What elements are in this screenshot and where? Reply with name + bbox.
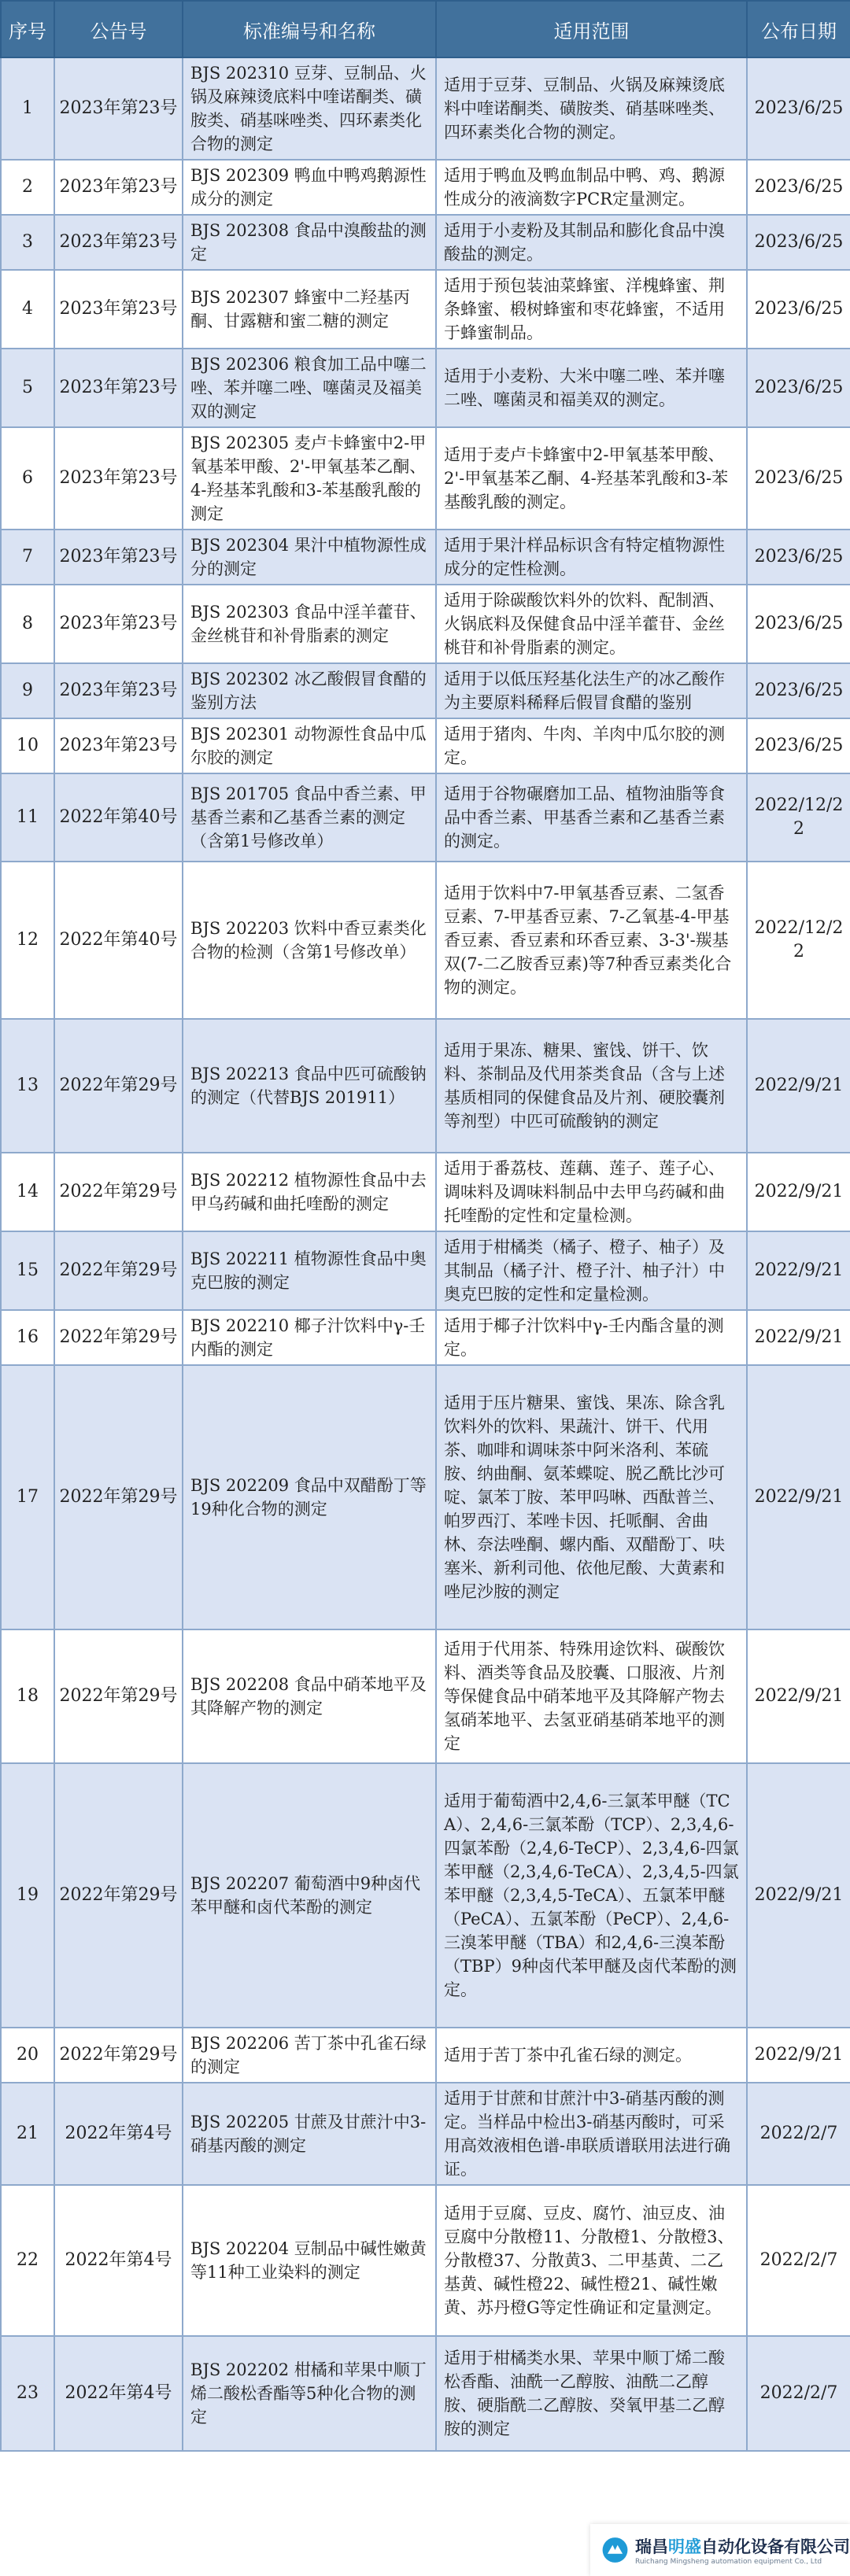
- row-publish-date: 2022/2/7: [747, 2336, 850, 2451]
- table-row: [1, 349, 850, 427]
- row-serial-number: 10: [1, 718, 54, 773]
- row-publish-date: 2022/9/21: [747, 1763, 850, 2028]
- row-publish-date: 2023/6/25: [747, 57, 850, 160]
- row-standard-name: BJS 202204 豆制品中碱性嫩黄等11种工业染料的测定: [183, 2185, 436, 2336]
- table-row: [1, 585, 850, 663]
- row-serial-number: 9: [1, 663, 54, 718]
- row-standard-name: BJS 202308 食品中溴酸盐的测定: [183, 215, 436, 270]
- row-notice-number: 2023年第23号: [54, 270, 183, 349]
- row-publish-date: 2022/9/21: [747, 1365, 850, 1629]
- row-standard-name: BJS 202213 食品中匹可硫酸钠的测定（代替BJS 201911）: [183, 1019, 436, 1153]
- logo-name-highlight: 明盛: [668, 2537, 701, 2556]
- row-notice-number: 2022年第29号: [54, 1153, 183, 1231]
- row-serial-number: 13: [1, 1019, 54, 1153]
- row-serial-number: 23: [1, 2336, 54, 2451]
- row-notice-number: 2023年第23号: [54, 160, 183, 215]
- row-standard-name: BJS 202303 食品中淫羊藿苷、金丝桃苷和补骨脂素的测定: [183, 585, 436, 663]
- row-scope: 适用于甘蔗和甘蔗汁中3-硝基丙酸的测定。当样品中检出3-硝基丙酸时，可采用高效液相色谱-串联质谱联用法进行确证。: [436, 2083, 747, 2185]
- row-standard-name: BJS 202212 植物源性食品中去甲乌药碱和曲托喹酚的测定: [183, 1153, 436, 1231]
- row-publish-date: 2022/12/22: [747, 773, 850, 862]
- row-publish-date: 2023/6/25: [747, 270, 850, 349]
- row-serial-number: 20: [1, 2028, 54, 2083]
- row-standard-name: BJS 202307 蜂蜜中二羟基丙酮、甘露糖和蜜二糖的测定: [183, 270, 436, 349]
- row-publish-date: 2022/9/21: [747, 1231, 850, 1310]
- row-notice-number: 2023年第23号: [54, 663, 183, 718]
- row-standard-name: BJS 202302 冰乙酸假冒食醋的鉴别方法: [183, 663, 436, 718]
- header-notice-number: 公告号: [54, 1, 183, 57]
- logo-name-part1: 瑞昌: [635, 2537, 668, 2556]
- row-publish-date: 2022/9/21: [747, 1153, 850, 1231]
- row-scope: 适用于代用茶、特殊用途饮料、碳酸饮料、酒类等食品及胶囊、口服液、片剂等保健食品中硝苯地平及其降解产物去氢硝苯地平、去氢亚硝基硝苯地平的测定: [436, 1629, 747, 1763]
- row-notice-number: 2022年第29号: [54, 1763, 183, 2028]
- row-standard-name: BJS 202304 果汁中植物源性成分的测定: [183, 530, 436, 585]
- row-serial-number: 7: [1, 530, 54, 585]
- table-row: [1, 1310, 850, 1365]
- table-row: [1, 160, 850, 215]
- row-scope: 适用于谷物碾磨加工品、植物油脂等食品中香兰素、甲基香兰素和乙基香兰素的测定。: [436, 773, 747, 862]
- table-row: [1, 862, 850, 1019]
- row-scope: 适用于预包装油菜蜂蜜、洋槐蜂蜜、荆条蜂蜜、椴树蜂蜜和枣花蜂蜜，不适用于蜂蜜制品。: [436, 270, 747, 349]
- table-row: [1, 1231, 850, 1310]
- row-publish-date: 2023/6/25: [747, 585, 850, 663]
- row-serial-number: 15: [1, 1231, 54, 1310]
- logo-name-part2: 自动化设备有限公司: [701, 2537, 850, 2556]
- row-notice-number: 2023年第23号: [54, 530, 183, 585]
- table-row: [1, 530, 850, 585]
- row-publish-date: 2022/9/21: [747, 1019, 850, 1153]
- row-scope: 适用于除碳酸饮料外的饮料、配制酒、火锅底料及保健食品中淫羊藿苷、金丝桃苷和补骨脂素的测定。: [436, 585, 747, 663]
- row-scope: 适用于小麦粉及其制品和膨化食品中溴酸盐的测定。: [436, 215, 747, 270]
- row-standard-name: BJS 202205 甘蔗及甘蔗汁中3-硝基丙酸的测定: [183, 2083, 436, 2185]
- row-standard-name: BJS 202207 葡萄酒中9种卤代苯甲醚和卤代苯酚的测定: [183, 1763, 436, 2028]
- row-scope: 适用于豆芽、豆制品、火锅及麻辣烫底料中喹诺酮类、磺胺类、硝基咪唑类、四环素类化合物的测定。: [436, 57, 747, 160]
- row-notice-number: 2022年第4号: [54, 2083, 183, 2185]
- row-notice-number: 2023年第23号: [54, 427, 183, 530]
- row-notice-number: 2022年第40号: [54, 862, 183, 1019]
- row-standard-name: BJS 202210 椰子汁饮料中γ-壬内酯的测定: [183, 1310, 436, 1365]
- row-publish-date: 2023/6/25: [747, 663, 850, 718]
- row-scope: 适用于小麦粉、大米中噻二唑、苯并噻二唑、噻菌灵和福美双的测定。: [436, 349, 747, 427]
- row-publish-date: 2022/2/7: [747, 2185, 850, 2336]
- row-scope: 适用于以低压羟基化法生产的冰乙酸作为主要原料稀释后假冒食醋的鉴别: [436, 663, 747, 718]
- row-publish-date: 2023/6/25: [747, 349, 850, 427]
- row-notice-number: 2022年第29号: [54, 1231, 183, 1310]
- table-row: [1, 718, 850, 773]
- row-serial-number: 21: [1, 2083, 54, 2185]
- row-serial-number: 4: [1, 270, 54, 349]
- row-notice-number: 2022年第29号: [54, 1365, 183, 1629]
- table-row: [1, 1629, 850, 1763]
- table-row: [1, 1153, 850, 1231]
- row-scope: 适用于椰子汁饮料中γ-壬内酯含量的测定。: [436, 1310, 747, 1365]
- header-standard-name: 标准编号和名称: [183, 1, 436, 57]
- header-scope: 适用范围: [436, 1, 747, 57]
- row-publish-date: 2023/6/25: [747, 427, 850, 530]
- row-scope: 适用于豆腐、豆皮、腐竹、油豆皮、油豆腐中分散橙11、分散橙1、分散橙3、分散橙37、分散黄3、二甲基黄、二乙基黄、碱性橙22、碱性橙21、碱性嫩黄、苏丹橙G等定性确证和定量测定。: [436, 2185, 747, 2336]
- row-standard-name: BJS 202203 饮料中香豆素类化合物的检测（含第1号修改单）: [183, 862, 436, 1019]
- row-publish-date: 2023/6/25: [747, 718, 850, 773]
- row-scope: 适用于果汁样品标识含有特定植物源性成分的定性检测。: [436, 530, 747, 585]
- row-notice-number: 2023年第23号: [54, 349, 183, 427]
- row-scope: 适用于果冻、糖果、蜜饯、饼干、饮料、茶制品及代用茶类食品（含与上述基质相同的保健食品及片剂、硬胶囊剂等剂型）中匹可硫酸钠的测定: [436, 1019, 747, 1153]
- row-publish-date: 2022/9/21: [747, 1310, 850, 1365]
- table-row: [1, 773, 850, 862]
- row-publish-date: 2022/9/21: [747, 2028, 850, 2083]
- row-serial-number: 11: [1, 773, 54, 862]
- row-notice-number: 2023年第23号: [54, 585, 183, 663]
- row-standard-name: BJS 202209 食品中双醋酚丁等19种化合物的测定: [183, 1365, 436, 1629]
- row-standard-name: BJS 201705 食品中香兰素、甲基香兰素和乙基香兰素的测定（含第1号修改单）: [183, 773, 436, 862]
- row-serial-number: 5: [1, 349, 54, 427]
- table-row: [1, 57, 850, 160]
- row-publish-date: 2023/6/25: [747, 215, 850, 270]
- row-serial-number: 3: [1, 215, 54, 270]
- row-serial-number: 18: [1, 1629, 54, 1763]
- row-notice-number: 2022年第4号: [54, 2336, 183, 2451]
- row-serial-number: 22: [1, 2185, 54, 2336]
- row-serial-number: 17: [1, 1365, 54, 1629]
- row-scope: 适用于番荔枝、莲藕、莲子、莲子心、调味料及调味料制品中去甲乌药碱和曲托喹酚的定性和定量检测。: [436, 1153, 747, 1231]
- row-notice-number: 2023年第23号: [54, 215, 183, 270]
- row-serial-number: 2: [1, 160, 54, 215]
- row-serial-number: 1: [1, 57, 54, 160]
- row-serial-number: 16: [1, 1310, 54, 1365]
- header-serial-number: 序号: [1, 1, 54, 57]
- table-row: [1, 2185, 850, 2336]
- row-notice-number: 2023年第23号: [54, 57, 183, 160]
- row-publish-date: 2023/6/25: [747, 160, 850, 215]
- table-body: [1, 57, 850, 2451]
- row-standard-name: BJS 202211 植物源性食品中奥克巴胺的测定: [183, 1231, 436, 1310]
- row-scope: 适用于葡萄酒中2,4,6-三氯苯甲醚（TCA）、2,4,6-三氯苯酚（TCP）、2,3,4,6-四氯苯酚（2,4,6-TeCP）、2,3,4,6-四氯苯甲醚（2,3,4,6-TeCA）、2,3,4,5-四氯苯甲醚（2,3,4,5-TeCA）、五氯苯甲醚（PeCA）、五氯苯酚（PeCP）、2,4,6-三溴苯甲醚（TBA）和2,4,6-三溴苯酚（TBP）9种卤代苯甲醚及卤代苯酚的测定。: [436, 1763, 747, 2028]
- table-row: [1, 1763, 850, 2028]
- row-standard-name: BJS 202306 粮食加工品中噻二唑、苯并噻二唑、噻菌灵及福美双的测定: [183, 349, 436, 427]
- row-scope: 适用于压片糖果、蜜饯、果冻、除含乳饮料外的饮料、果蔬汁、饼干、代用茶、咖啡和调味茶中阿米洛利、苯硫胺、纳曲酮、氨苯蝶啶、脱乙酰比沙可啶、氯苯丁胺、苯甲吗啉、西酞普兰、帕罗西汀、苯唑卡因、托哌酮、舍曲林、奈法唑酮、螺内酯、双醋酚丁、呋塞米、新利司他、依他尼酸、大黄素和唑尼沙胺的测定: [436, 1365, 747, 1629]
- row-notice-number: 2022年第40号: [54, 773, 183, 862]
- company-logo-icon: [601, 2533, 629, 2567]
- table-row: [1, 215, 850, 270]
- table-header: [1, 1, 850, 57]
- row-publish-date: 2022/9/21: [747, 1629, 850, 1763]
- row-standard-name: BJS 202208 食品中硝苯地平及其降解产物的测定: [183, 1629, 436, 1763]
- row-serial-number: 8: [1, 585, 54, 663]
- row-scope: 适用于鸭血及鸭血制品中鸭、鸡、鹅源性成分的液滴数字PCR定量测定。: [436, 160, 747, 215]
- row-standard-name: BJS 202310 豆芽、豆制品、火锅及麻辣烫底料中喹诺酮类、磺胺类、硝基咪唑类、四环素类化合物的测定: [183, 57, 436, 160]
- company-watermark-logo: [590, 2524, 850, 2576]
- row-serial-number: 14: [1, 1153, 54, 1231]
- row-publish-date: 2022/12/22: [747, 862, 850, 1019]
- header-publish-date: 公布日期: [747, 1, 850, 57]
- row-scope: 适用于柑橘类水果、苹果中顺丁烯二酸松香酯、油酰一乙醇胺、油酰二乙醇胺、硬脂酰二乙醇胺、癸氧甲基二乙醇胺的测定: [436, 2336, 747, 2451]
- table-row: [1, 2028, 850, 2083]
- row-notice-number: 2022年第29号: [54, 1629, 183, 1763]
- row-serial-number: 6: [1, 427, 54, 530]
- table-row: [1, 663, 850, 718]
- row-standard-name: BJS 202202 柑橘和苹果中顺丁烯二酸松香酯等5种化合物的测定: [183, 2336, 436, 2451]
- table-row: [1, 270, 850, 349]
- row-notice-number: 2023年第23号: [54, 718, 183, 773]
- row-serial-number: 12: [1, 862, 54, 1019]
- row-notice-number: 2022年第29号: [54, 1310, 183, 1365]
- row-standard-name: BJS 202206 苦丁茶中孔雀石绿的测定: [183, 2028, 436, 2083]
- table-row: [1, 1019, 850, 1153]
- row-scope: 适用于猪肉、牛肉、羊肉中瓜尔胶的测定。: [436, 718, 747, 773]
- table-row: [1, 2336, 850, 2451]
- row-scope: 适用于苦丁茶中孔雀石绿的测定。: [436, 2028, 747, 2083]
- row-publish-date: 2022/2/7: [747, 2083, 850, 2185]
- row-standard-name: BJS 202309 鸭血中鸭鸡鹅源性成分的测定: [183, 160, 436, 215]
- table-row: [1, 427, 850, 530]
- row-scope: 适用于柑橘类（橘子、橙子、柚子）及其制品（橘子汁、橙子汁、柚子汁）中奥克巴胺的定性和定量检测。: [436, 1231, 747, 1310]
- row-notice-number: 2022年第29号: [54, 2028, 183, 2083]
- row-notice-number: 2022年第29号: [54, 1019, 183, 1153]
- row-publish-date: 2023/6/25: [747, 530, 850, 585]
- logo-english-name: Ruichang Mingsheng automation equipment Co., Ltd: [635, 2558, 822, 2566]
- row-scope: 适用于饮料中7-甲氧基香豆素、二氢香豆素、7-甲基香豆素、7-乙氧基-4-甲基香豆素、香豆素和环香豆素、3-3'-羰基双(7-二乙胺香豆素)等7种香豆素类化合物的测定。: [436, 862, 747, 1019]
- row-standard-name: BJS 202305 麦卢卡蜂蜜中2-甲氧基苯甲酸、2'-甲氧基苯乙酮、4-羟基苯乳酸和3-苯基酸乳酸的测定: [183, 427, 436, 530]
- row-scope: 适用于麦卢卡蜂蜜中2-甲氧基苯甲酸、2'-甲氧基苯乙酮、4-羟基苯乳酸和3-苯基酸乳酸的测定。: [436, 427, 747, 530]
- table-row: [1, 2083, 850, 2185]
- table-row: [1, 1365, 850, 1629]
- row-notice-number: 2022年第4号: [54, 2185, 183, 2336]
- row-standard-name: BJS 202301 动物源性食品中瓜尔胶的测定: [183, 718, 436, 773]
- row-serial-number: 19: [1, 1763, 54, 2028]
